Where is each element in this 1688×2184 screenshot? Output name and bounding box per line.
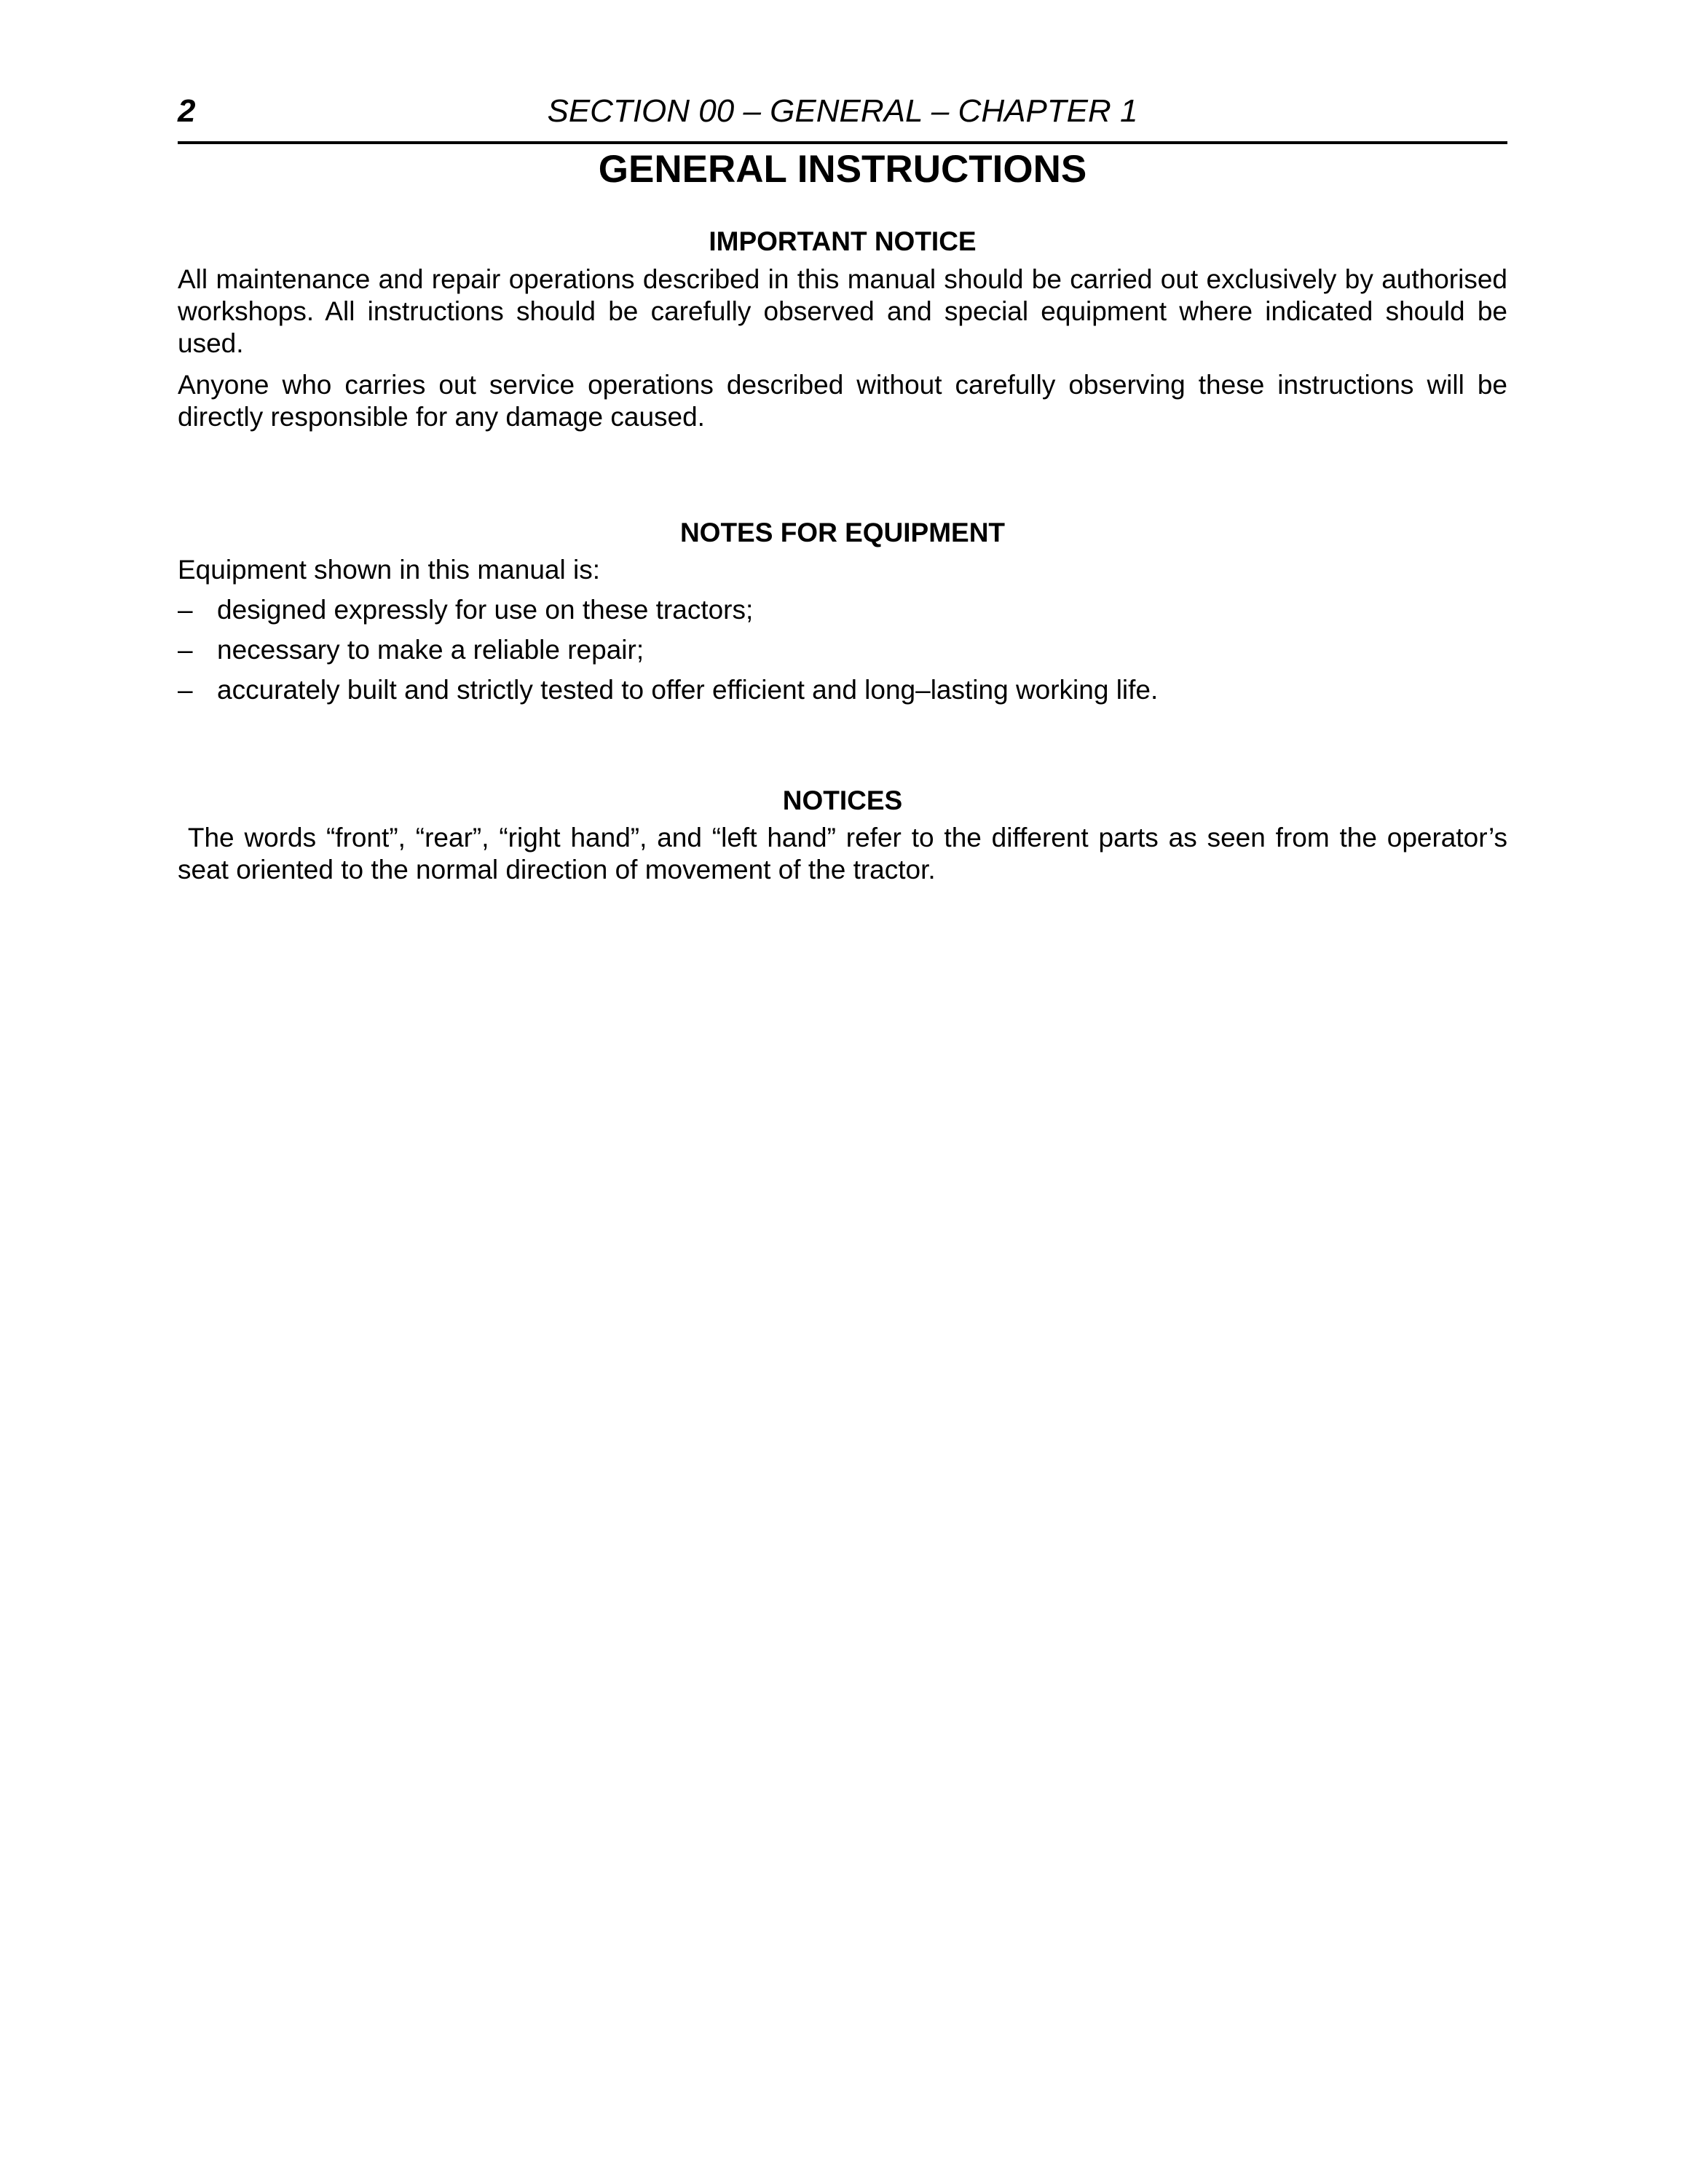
list-item [178, 594, 1507, 626]
important-notice-heading: IMPORTANT NOTICE [709, 226, 977, 257]
list-item [178, 634, 1507, 666]
manual-page [178, 87, 1515, 886]
dash-marker: – [178, 675, 193, 705]
notices-paragraph: The words “front”, “rear”, “right hand”, and “left hand” refer to the different parts as seen from the operator’s seat oriented to the normal direction of movement of the tractor. [178, 823, 1515, 885]
important-notice-paragraph-1: All maintenance and repair operations described in this manual should be carried out exclusively by authorised workshops. All instructions should be carefully observed and special equipment where indicated should be used. [178, 264, 1507, 358]
important-notice-paragraph-2: Anyone who carries out service operations described without carefully observing these instructions will be directly responsible for any damage caused. [178, 369, 1507, 432]
list-item-text: designed expressly for use on these tractors; [217, 595, 754, 625]
page-title: GENERAL INSTRUCTIONS [598, 148, 1087, 191]
list-item-text: accurately built and strictly tested to offer efficient and long–lasting working life. [217, 675, 1159, 705]
equipment-intro: Equipment shown in this manual is: [178, 555, 600, 585]
equipment-list [178, 594, 1507, 706]
page-header [178, 87, 1507, 144]
page-number: 2 [178, 93, 196, 129]
notes-for-equipment-heading: NOTES FOR EQUIPMENT [679, 517, 1006, 547]
dash-marker: – [178, 595, 193, 625]
list-item-text: necessary to make a reliable repair; [217, 635, 644, 665]
dash-marker: – [178, 635, 193, 665]
important-notice-section [178, 226, 1507, 432]
running-head: SECTION 00 – GENERAL – CHAPTER 1 [547, 93, 1138, 129]
list-item [178, 674, 1507, 706]
notes-for-equipment-section [178, 517, 1507, 706]
notices-section [178, 785, 1515, 886]
notices-heading: NOTICES [782, 786, 903, 816]
